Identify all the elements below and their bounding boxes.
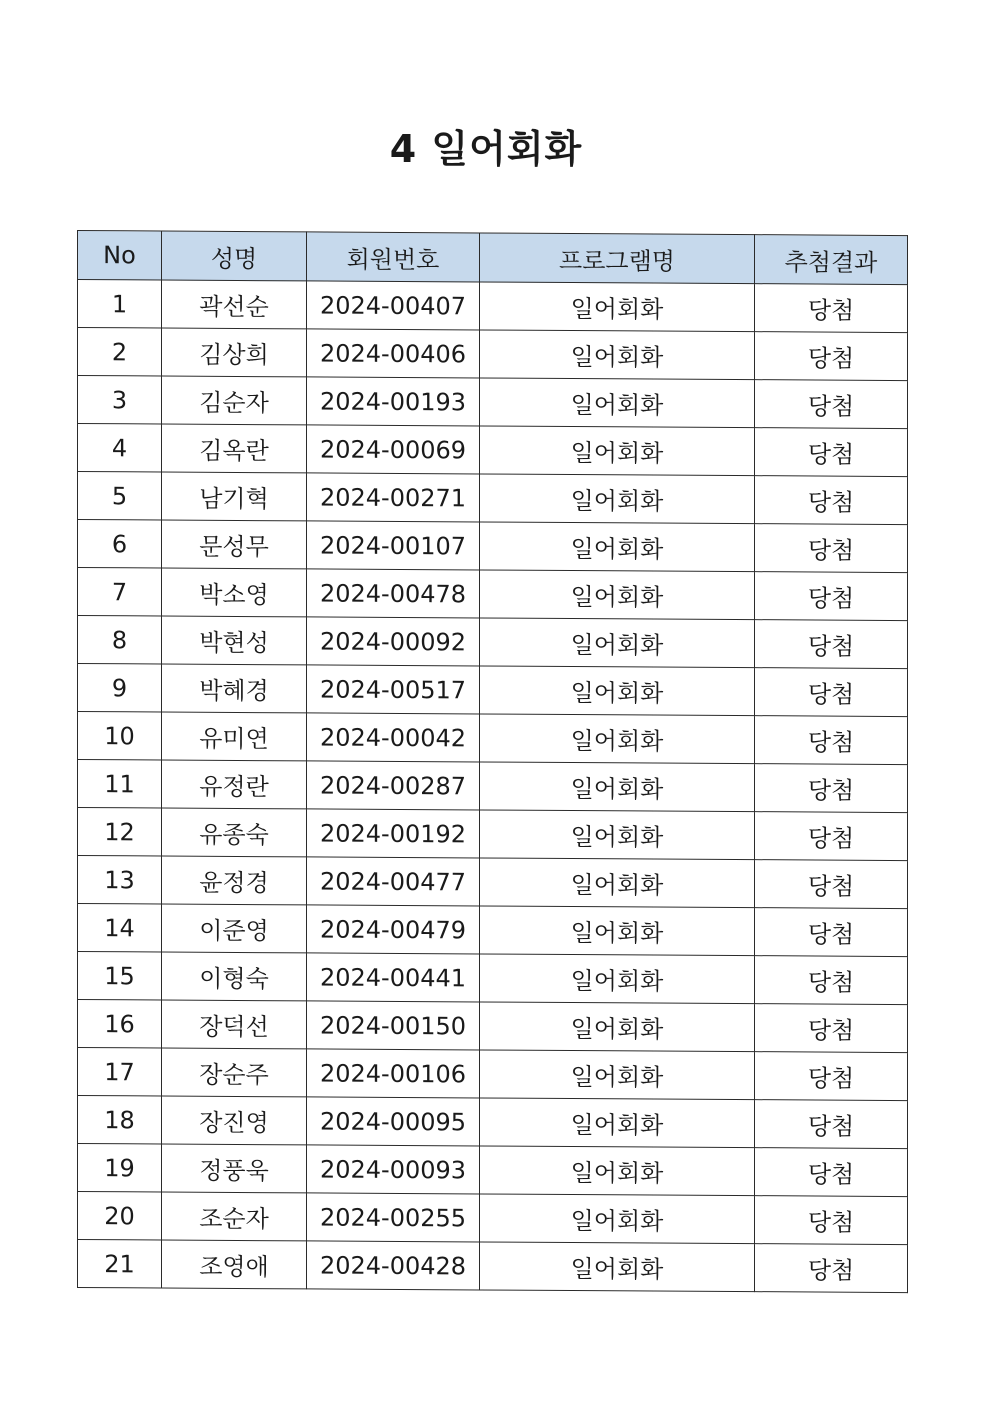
table-row	[78, 904, 908, 957]
table-row	[78, 952, 908, 1005]
cell-program: 일어회화	[480, 282, 755, 332]
cell-name: 문성무	[162, 520, 307, 569]
cell-member-id: 2024-00255	[307, 1193, 480, 1242]
cell-member-id: 2024-00287	[307, 761, 480, 810]
cell-result: 당첨	[755, 1148, 908, 1197]
cell-result: 당첨	[755, 524, 908, 573]
lottery-result-table	[77, 230, 908, 1293]
cell-member-id: 2024-00478	[307, 569, 480, 618]
cell-result: 당첨	[755, 764, 908, 813]
cell-result: 당첨	[755, 476, 908, 525]
cell-name: 유종숙	[162, 808, 307, 857]
cell-result: 당첨	[755, 380, 908, 429]
cell-result: 당첨	[755, 1052, 908, 1101]
table-body	[78, 280, 908, 1293]
table-row	[78, 1144, 908, 1197]
table-row	[78, 1048, 908, 1101]
cell-result: 당첨	[755, 860, 908, 909]
page-title: 4 일어회화	[389, 127, 583, 171]
cell-member-id: 2024-00095	[307, 1097, 480, 1146]
cell-result: 당첨	[755, 956, 908, 1005]
header-name: 성명	[162, 231, 307, 281]
cell-member-id: 2024-00479	[307, 905, 480, 954]
cell-program: 일어회화	[480, 858, 755, 908]
cell-member-id: 2024-00093	[307, 1145, 480, 1194]
cell-result: 당첨	[755, 1004, 908, 1053]
cell-result: 당첨	[755, 284, 908, 333]
cell-result: 당첨	[755, 572, 908, 621]
cell-no: 4	[78, 424, 162, 473]
table-row	[78, 712, 908, 765]
cell-name: 장덕선	[162, 1000, 307, 1049]
cell-result: 당첨	[755, 908, 908, 957]
cell-program: 일어회화	[480, 378, 755, 428]
table-row	[78, 1096, 908, 1149]
cell-member-id: 2024-00441	[307, 953, 480, 1002]
cell-no: 12	[78, 808, 162, 857]
cell-program: 일어회화	[480, 570, 755, 620]
cell-name: 정풍욱	[162, 1144, 307, 1193]
cell-no: 5	[78, 472, 162, 521]
cell-name: 조순자	[162, 1192, 307, 1241]
cell-program: 일어회화	[480, 906, 755, 956]
table-row	[78, 520, 908, 573]
cell-member-id: 2024-00069	[307, 425, 480, 474]
cell-result: 당첨	[755, 1196, 908, 1245]
cell-result: 당첨	[755, 1244, 908, 1293]
table-row	[78, 376, 908, 429]
cell-member-id: 2024-00428	[307, 1241, 480, 1290]
cell-result: 당첨	[755, 332, 908, 381]
cell-name: 곽선순	[162, 280, 307, 329]
table-row	[78, 808, 908, 861]
table-row	[78, 280, 908, 333]
cell-program: 일어회화	[480, 618, 755, 668]
table-row	[78, 424, 908, 477]
cell-member-id: 2024-00517	[307, 665, 480, 714]
cell-name: 남기혁	[162, 472, 307, 521]
cell-program: 일어회화	[480, 474, 755, 524]
cell-program: 일어회화	[480, 666, 755, 716]
table-row	[78, 664, 908, 717]
cell-result: 당첨	[755, 620, 908, 669]
cell-program: 일어회화	[480, 714, 755, 764]
cell-result: 당첨	[755, 668, 908, 717]
cell-program: 일어회화	[480, 1002, 755, 1052]
cell-name: 박혜경	[162, 664, 307, 713]
cell-member-id: 2024-00192	[307, 809, 480, 858]
cell-no: 1	[78, 280, 162, 329]
header-result: 추첨결과	[755, 235, 908, 285]
table-header-row	[78, 231, 908, 285]
header-program: 프로그램명	[480, 233, 755, 284]
cell-member-id: 2024-00193	[307, 377, 480, 426]
cell-name: 김상희	[162, 328, 307, 377]
cell-program: 일어회화	[480, 954, 755, 1004]
cell-no: 16	[78, 1000, 162, 1049]
cell-program: 일어회화	[480, 1242, 755, 1292]
cell-no: 9	[78, 664, 162, 713]
cell-result: 당첨	[755, 1100, 908, 1149]
cell-program: 일어회화	[480, 1050, 755, 1100]
cell-no: 13	[78, 856, 162, 905]
cell-program: 일어회화	[480, 330, 755, 380]
cell-result: 당첨	[755, 812, 908, 861]
cell-member-id: 2024-00271	[307, 473, 480, 522]
table-row	[78, 856, 908, 909]
cell-member-id: 2024-00042	[307, 713, 480, 762]
cell-name: 김옥란	[162, 424, 307, 473]
cell-no: 20	[78, 1192, 162, 1241]
cell-program: 일어회화	[480, 426, 755, 476]
cell-member-id: 2024-00407	[307, 281, 480, 330]
cell-member-id: 2024-00406	[307, 329, 480, 378]
cell-name: 박소영	[162, 568, 307, 617]
table-row	[78, 1192, 908, 1245]
table-row	[78, 1000, 908, 1053]
cell-program: 일어회화	[480, 810, 755, 860]
cell-program: 일어회화	[480, 1194, 755, 1244]
cell-no: 3	[78, 376, 162, 425]
table-row	[78, 1240, 908, 1293]
cell-program: 일어회화	[480, 1146, 755, 1196]
cell-no: 11	[78, 760, 162, 809]
cell-name: 김순자	[162, 376, 307, 425]
cell-name: 유정란	[162, 760, 307, 809]
cell-member-id: 2024-00150	[307, 1001, 480, 1050]
cell-name: 장진영	[162, 1096, 307, 1145]
cell-no: 6	[78, 520, 162, 569]
cell-no: 21	[78, 1240, 162, 1289]
cell-program: 일어회화	[480, 1098, 755, 1148]
cell-no: 2	[78, 328, 162, 377]
cell-no: 15	[78, 952, 162, 1001]
cell-member-id: 2024-00477	[307, 857, 480, 906]
cell-no: 7	[78, 568, 162, 617]
cell-result: 당첨	[755, 716, 908, 765]
cell-name: 유미연	[162, 712, 307, 761]
header-no: No	[78, 231, 162, 281]
cell-member-id: 2024-00107	[307, 521, 480, 570]
cell-result: 당첨	[755, 428, 908, 477]
table-row	[78, 760, 908, 813]
table-row	[78, 568, 908, 621]
cell-no: 8	[78, 616, 162, 665]
cell-name: 박현성	[162, 616, 307, 665]
cell-program: 일어회화	[480, 762, 755, 812]
cell-name: 조영애	[162, 1240, 307, 1289]
cell-no: 17	[78, 1048, 162, 1097]
cell-member-id: 2024-00106	[307, 1049, 480, 1098]
cell-member-id: 2024-00092	[307, 617, 480, 666]
cell-program: 일어회화	[480, 522, 755, 572]
cell-name: 윤정경	[162, 856, 307, 905]
table-row	[78, 328, 908, 381]
cell-no: 19	[78, 1144, 162, 1193]
cell-no: 10	[78, 712, 162, 761]
header-member-id: 회원번호	[307, 232, 480, 282]
cell-name: 장순주	[162, 1048, 307, 1097]
cell-name: 이형숙	[162, 952, 307, 1001]
cell-no: 18	[78, 1096, 162, 1145]
cell-name: 이준영	[162, 904, 307, 953]
table-row	[78, 472, 908, 525]
table-row	[78, 616, 908, 669]
cell-no: 14	[78, 904, 162, 953]
